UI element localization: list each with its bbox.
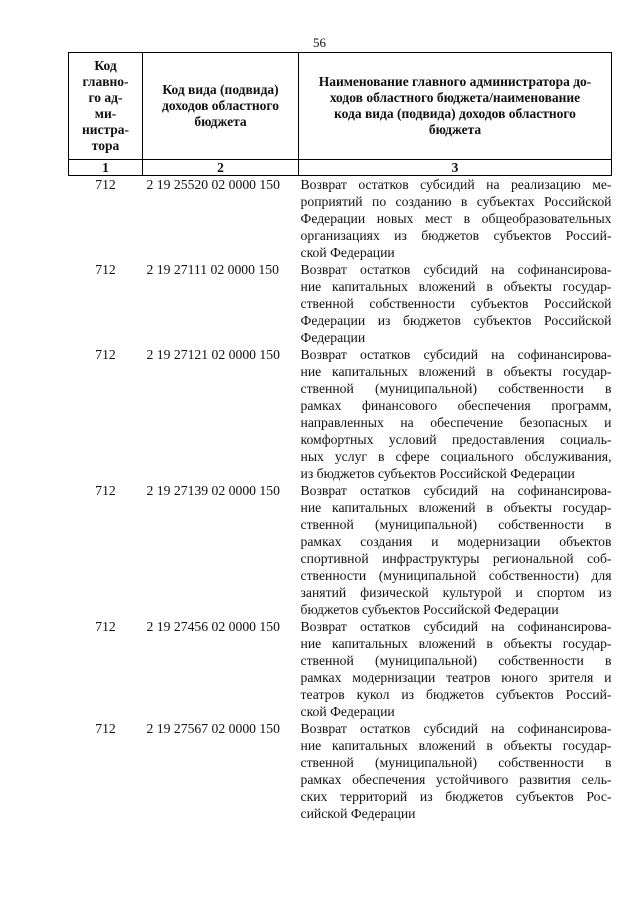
income-name-line: ской Федерации bbox=[300, 245, 395, 260]
column-number-3: 3 bbox=[299, 160, 612, 176]
income-name-line: направленных на обеспечение безопасных и bbox=[300, 415, 612, 430]
table-row bbox=[69, 176, 612, 262]
table-row bbox=[69, 346, 612, 482]
income-name-cell bbox=[299, 618, 612, 720]
page-number: 56 bbox=[313, 35, 326, 50]
income-code-cell: 2 19 27567 02 0000 150 bbox=[146, 721, 280, 736]
income-name-line: рамках финансового обеспечения программ, bbox=[300, 398, 612, 413]
income-name-line: театров кукол из бюджетов субъектов Россий- bbox=[300, 687, 612, 702]
income-name-cell bbox=[299, 482, 612, 618]
income-name-cell bbox=[299, 176, 612, 262]
header-admin-code-line: нистра- bbox=[81, 122, 130, 137]
income-code-cell: 2 19 27111 02 0000 150 bbox=[146, 262, 279, 277]
income-name-line: рамках создания и модернизации объектов bbox=[300, 534, 612, 549]
income-name-line: из бюджетов субъектов Российской Федерации bbox=[300, 466, 575, 481]
income-name-line: ской Федерации bbox=[300, 704, 395, 719]
header-name bbox=[299, 53, 612, 160]
column-number-2: 2 bbox=[143, 160, 299, 176]
admin-code-cell: 712 bbox=[95, 721, 116, 736]
table-row bbox=[69, 720, 612, 822]
admin-code-cell: 712 bbox=[95, 347, 116, 362]
income-name-line: Возврат остатков субсидий на софинансирова- bbox=[300, 619, 612, 634]
income-name-line: ние капитальных вложений в объекты государ- bbox=[300, 738, 612, 753]
income-name-line: занятий физической культурой и спортом из bbox=[300, 585, 612, 600]
table-row bbox=[69, 261, 612, 346]
header-admin-code bbox=[69, 53, 143, 160]
header-name-line: бюджета bbox=[428, 122, 482, 137]
admin-code-cell: 712 bbox=[95, 483, 116, 498]
income-name-line: ственной (муниципальной) собственности в bbox=[300, 517, 612, 532]
admin-code-cell: 712 bbox=[95, 619, 116, 634]
income-name-line: роприятий по созданию в субъектах Российской bbox=[300, 194, 612, 209]
income-code-cell: 2 19 27139 02 0000 150 bbox=[146, 483, 280, 498]
income-name-line: Возврат остатков субсидий на софинансирова- bbox=[300, 262, 612, 277]
header-admin-code-line: го ад- bbox=[88, 90, 123, 105]
income-name-line: Возврат остатков субсидий на реализацию ме- bbox=[300, 177, 612, 192]
income-name-line: сийской Федерации bbox=[300, 806, 416, 821]
column-number-row bbox=[69, 160, 612, 176]
header-income-code bbox=[143, 53, 299, 160]
table-row bbox=[69, 482, 612, 618]
income-name-line: спортивной инфраструктуры региональной соб- bbox=[300, 551, 612, 566]
column-number-1: 1 bbox=[69, 160, 143, 176]
header-income-code-line: доходов областного bbox=[162, 98, 279, 113]
header-name-line: кода вида (подвида) доходов областного bbox=[334, 106, 576, 121]
income-name-line: ние капитальных вложений в объекты государ- bbox=[300, 364, 612, 379]
income-name-line: ние капитальных вложений в объекты государ- bbox=[300, 636, 612, 651]
income-name-line: ских территорий из бюджетов субъектов Рос- bbox=[300, 789, 612, 804]
table-body bbox=[69, 176, 612, 823]
income-code-cell: 2 19 27121 02 0000 150 bbox=[146, 347, 280, 362]
income-name-line: ственной (муниципальной) собственности в bbox=[300, 653, 612, 668]
income-code-cell: 2 19 25520 02 0000 150 bbox=[146, 177, 280, 192]
income-name-line: ственной собственности субъектов Российской bbox=[300, 296, 612, 311]
header-admin-code-line: тора bbox=[91, 138, 120, 153]
income-name-cell bbox=[299, 261, 612, 346]
income-name-line: комфортных условий предоставления социаль- bbox=[300, 432, 612, 447]
income-name-line: Федерации bbox=[300, 330, 366, 345]
header-admin-code-line: ми- bbox=[94, 106, 117, 121]
income-name-line: бюджетов субъектов Российской Федерации bbox=[300, 602, 559, 617]
header-admin-code-line: Код bbox=[94, 58, 117, 73]
income-name-line: рамках обеспечения устойчивого развития сель- bbox=[300, 772, 612, 787]
admin-code-cell: 712 bbox=[95, 177, 116, 192]
header-row bbox=[69, 53, 612, 160]
income-name-line: ственной (муниципальной) собственности в bbox=[300, 755, 612, 770]
budget-codes-table bbox=[68, 52, 612, 822]
income-name-line: ных услуг в сфере социального обслуживания, bbox=[300, 449, 612, 464]
income-name-line: ственной (муниципальной) собственности в bbox=[300, 381, 612, 396]
income-name-cell bbox=[299, 346, 612, 482]
header-name-line: ходов областного бюджета/наименование bbox=[329, 90, 581, 105]
income-name-line: ственности (муниципальной собственности) для bbox=[300, 568, 612, 583]
income-name-cell bbox=[299, 720, 612, 822]
header-income-code-line: Код вида (подвида) bbox=[162, 82, 279, 97]
income-name-line: ние капитальных вложений в объекты государ- bbox=[300, 500, 612, 515]
income-name-line: Возврат остатков субсидий на софинансирова- bbox=[300, 347, 612, 362]
income-name-line: рамках модернизации театров юного зрителя и bbox=[300, 670, 612, 685]
income-name-line: Федерации новых мест в общеобразовательных bbox=[300, 211, 612, 226]
header-name-line: Наименование главного администратора до- bbox=[318, 74, 592, 89]
income-name-line: организациях из бюджетов субъектов Россий- bbox=[300, 228, 612, 243]
header-income-code-line: бюджета bbox=[194, 114, 247, 129]
income-code-cell: 2 19 27456 02 0000 150 bbox=[146, 619, 280, 634]
income-name-line: Возврат остатков субсидий на софинансирова- bbox=[300, 721, 612, 736]
admin-code-cell: 712 bbox=[95, 262, 116, 277]
income-name-line: Федерации из бюджетов субъектов Российской bbox=[300, 313, 612, 328]
table-header bbox=[69, 53, 612, 176]
income-name-line: Возврат остатков субсидий на софинансирова- bbox=[300, 483, 612, 498]
header-admin-code-line: главно- bbox=[82, 74, 129, 89]
table-row bbox=[69, 618, 612, 720]
income-name-line: ние капитальных вложений в объекты государ- bbox=[300, 279, 612, 294]
